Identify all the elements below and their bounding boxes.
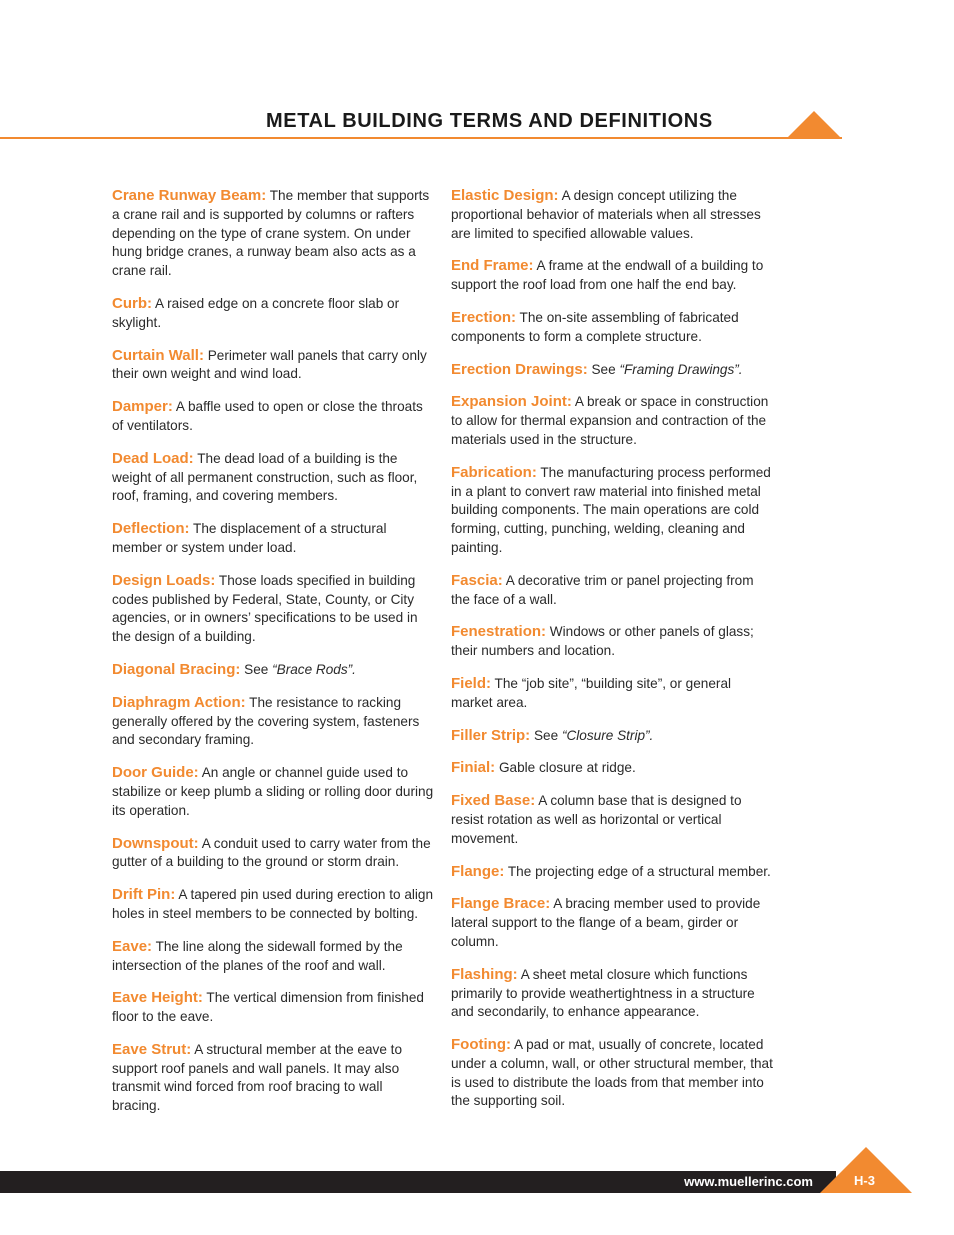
term-definition: A pad or mat, usually of concrete, located under a column, wall, or other structural member, that is used to distribute the loads from that member into the supporting soil. xyxy=(451,1037,773,1109)
term-label: Eave Strut: xyxy=(112,1040,192,1058)
term-definition: The manufacturing process performed in a plant to convert raw material into finished metal building components. The main operations are cold forming, cutting, punching, welding, cleaning and painting. xyxy=(451,464,771,555)
term-definition: A raised edge on a concrete floor slab or skylight. xyxy=(112,295,400,330)
term-label: Flange: xyxy=(451,862,505,880)
definition-entry xyxy=(451,361,773,380)
term-definition: The displacement of a structural member or system under load. xyxy=(112,521,387,555)
term-label: Erection: xyxy=(451,308,517,326)
definition-entry xyxy=(112,295,434,333)
term-definition: The line along the sidewall formed by the intersection of the planes of the roof and wall. xyxy=(112,938,403,973)
term-label: Damper: xyxy=(112,398,173,416)
definition-entry xyxy=(451,187,773,243)
definition-entry xyxy=(112,989,434,1027)
term-definition: A baffle used to open or close the throats of ventilators. xyxy=(112,399,423,433)
definition-entry xyxy=(112,572,434,647)
definition-entry xyxy=(112,694,434,750)
definition-entry xyxy=(451,464,773,558)
term-definition: Windows or other panels of glass; their numbers and location. xyxy=(451,624,754,659)
term-label: Drift Pin: xyxy=(112,886,176,904)
definition-entry xyxy=(451,895,773,951)
definition-entry xyxy=(451,863,773,882)
definition-entry xyxy=(451,1036,773,1111)
term-definition: An angle or channel guide used to stabilize or keep plumb a sliding or rolling door during its operation. xyxy=(112,765,434,818)
term-label: Curb: xyxy=(112,294,152,312)
cross-reference: “Framing Drawings”. xyxy=(619,361,743,377)
definition-entry xyxy=(451,257,773,295)
definition-entry xyxy=(112,347,434,385)
term-definition: See xyxy=(533,727,559,743)
term-definition: A tapered pin used during erection to align holes in steel members to be connected by bolting. xyxy=(112,887,434,921)
term-label: Flashing: xyxy=(451,965,518,983)
definition-entry xyxy=(112,835,434,873)
term-label: Design Loads: xyxy=(112,571,216,589)
definition-entry xyxy=(451,675,773,713)
definition-entry xyxy=(112,187,434,281)
term-label: End Frame: xyxy=(451,257,534,275)
definition-entry xyxy=(451,727,773,746)
definition-entry xyxy=(112,398,434,436)
term-definition: A conduit used to carry water from the gutter of a building to the ground or storm drain. xyxy=(112,835,431,870)
term-label: Deflection: xyxy=(112,520,190,538)
right-definitions-column xyxy=(451,187,773,1125)
definition-entry xyxy=(451,759,773,778)
term-label: Eave Height: xyxy=(112,989,203,1007)
cross-reference: “Closure Strip”. xyxy=(561,727,654,743)
term-definition: See xyxy=(591,361,616,377)
term-label: Downspout: xyxy=(112,834,199,852)
term-label: Fascia: xyxy=(451,571,503,589)
term-definition: See xyxy=(244,661,269,677)
term-definition: A bracing member used to provide lateral support to the flange of a beam, girder or column. xyxy=(451,896,761,949)
website-link[interactable]: www.muellerinc.com xyxy=(684,1174,813,1189)
term-label: Flange Brace: xyxy=(451,895,551,913)
term-label: Footing: xyxy=(451,1036,511,1054)
definition-entry xyxy=(451,623,773,661)
term-label: Erection Drawings: xyxy=(451,360,588,378)
term-label: Expansion Joint: xyxy=(451,393,572,411)
term-definition: Gable closure at ridge. xyxy=(498,760,636,776)
header-divider xyxy=(0,137,842,139)
term-definition: Perimeter wall panels that carry only their own weight and wind load. xyxy=(112,347,427,382)
term-label: Door Guide: xyxy=(112,764,199,782)
term-label: Diaphragm Action: xyxy=(112,693,246,711)
footer-bar xyxy=(0,1171,836,1193)
term-definition: The vertical dimension from finished floor to the eave. xyxy=(112,990,424,1025)
term-definition: A sheet metal closure which functions primarily to provide weathertightness in a structure and secondarily, to enhance appearance. xyxy=(451,966,755,1020)
term-definition: The on-site assembling of fabricated components to form a complete structure. xyxy=(451,309,739,344)
definition-entry xyxy=(451,393,773,449)
term-label: Fenestration: xyxy=(451,623,547,641)
definition-entry xyxy=(112,938,434,976)
term-definition: The resistance to racking generally offered by the covering system, fasteners and secondary framing. xyxy=(112,694,420,748)
term-label: Fabrication: xyxy=(451,463,537,481)
term-definition: The dead load of a building is the weight of all permanent construction, such as floor, roof, framing, and covering members. xyxy=(112,450,418,504)
term-definition: The projecting edge of a structural member. xyxy=(507,863,771,879)
term-label: Curtain Wall: xyxy=(112,346,204,364)
term-definition: The member that supports a crane rail and is supported by columns or rafters depending on the type of crane system. On under hung bridge cranes, a runway beam also acts as a crane rail. xyxy=(112,188,430,279)
term-definition: A design concept utilizing the proportional behavior of materials when all stresses are limited to specified allowable values. xyxy=(451,188,761,241)
definition-entry xyxy=(451,966,773,1022)
term-definition: A column base that is designed to resist rotation as well as horizontal or vertical movement. xyxy=(451,793,742,846)
term-definition: A frame at the endwall of a building to support the roof load from one half the end bay. xyxy=(451,258,764,293)
term-label: Crane Runway Beam: xyxy=(112,187,267,204)
header-triangle-icon xyxy=(786,111,842,139)
term-definition: Those loads specified in building codes published by Federal, State, County, or City agencies, or in owners’ specifications to be used in the design of a building. xyxy=(112,572,418,645)
page-number: H-3 xyxy=(854,1173,875,1188)
left-definitions-column xyxy=(112,187,434,1130)
definition-entry xyxy=(451,792,773,848)
term-label: Fixed Base: xyxy=(451,792,536,810)
definition-entry xyxy=(112,450,434,506)
definition-entry xyxy=(112,661,434,680)
term-label: Diagonal Bracing: xyxy=(112,660,241,678)
term-definition: A break or space in construction to allow for thermal expansion and contraction of the materials used in the structure. xyxy=(451,394,769,447)
term-label: Elastic Design: xyxy=(451,187,559,204)
term-definition: A decorative trim or panel projecting from the face of a wall. xyxy=(451,572,754,607)
term-label: Filler Strip: xyxy=(451,726,531,744)
definition-entry xyxy=(112,764,434,820)
page-title: METAL BUILDING TERMS AND DEFINITIONS xyxy=(266,110,713,132)
term-definition: The “job site”, “building site”, or general market area. xyxy=(451,675,732,710)
term-label: Finial: xyxy=(451,759,496,777)
term-label: Eave: xyxy=(112,937,153,955)
definition-entry xyxy=(112,886,434,924)
definition-entry xyxy=(451,572,773,610)
term-label: Dead Load: xyxy=(112,449,194,467)
term-label: Field: xyxy=(451,674,491,692)
cross-reference: “Brace Rods”. xyxy=(272,661,356,677)
definition-entry xyxy=(112,520,434,558)
definition-entry xyxy=(112,1041,434,1116)
term-definition: A structural member at the eave to support roof panels and wall panels. It may also transmit wind forced from roof bracing to wall bracing. xyxy=(112,1041,403,1114)
definition-entry xyxy=(451,309,773,347)
